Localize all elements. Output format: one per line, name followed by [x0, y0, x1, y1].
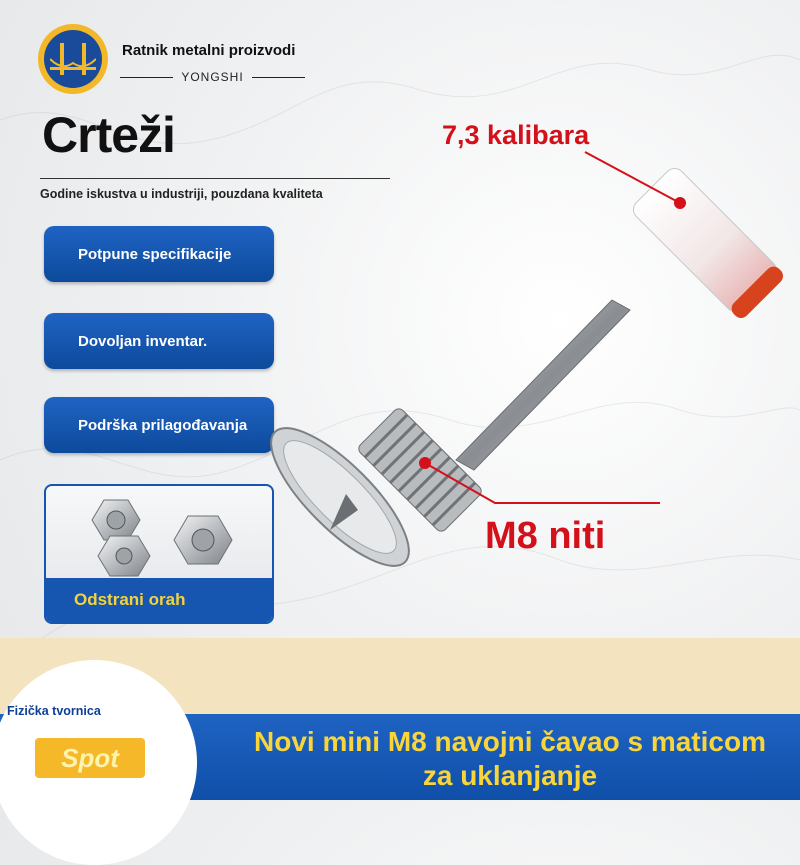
banner-headline: Novi mini M8 navojni čavao s maticom za uklanjanje — [254, 726, 766, 791]
page-subtitle: Godine iskustva u industriji, pouzdana kvaliteta — [40, 178, 390, 201]
thread-callout: M8 niti — [485, 515, 606, 557]
feature-specifications: Potpune specifikacije — [44, 226, 274, 282]
page-title: Crteži — [42, 107, 175, 163]
spot-badge: Spot — [35, 738, 145, 778]
nut-label: Odstrani orah — [46, 578, 272, 622]
feature-customization: Podrška prilagođavanja — [44, 397, 274, 453]
factory-label: Fizička tvornica — [7, 704, 101, 718]
brand-subtitle: YONGSHI — [120, 70, 305, 84]
brand-name: Ratnik metalni proizvodi — [122, 42, 296, 59]
caliber-callout: 7,3 kalibara — [442, 120, 590, 150]
feature-inventory: Dovoljan inventar. — [44, 313, 274, 369]
